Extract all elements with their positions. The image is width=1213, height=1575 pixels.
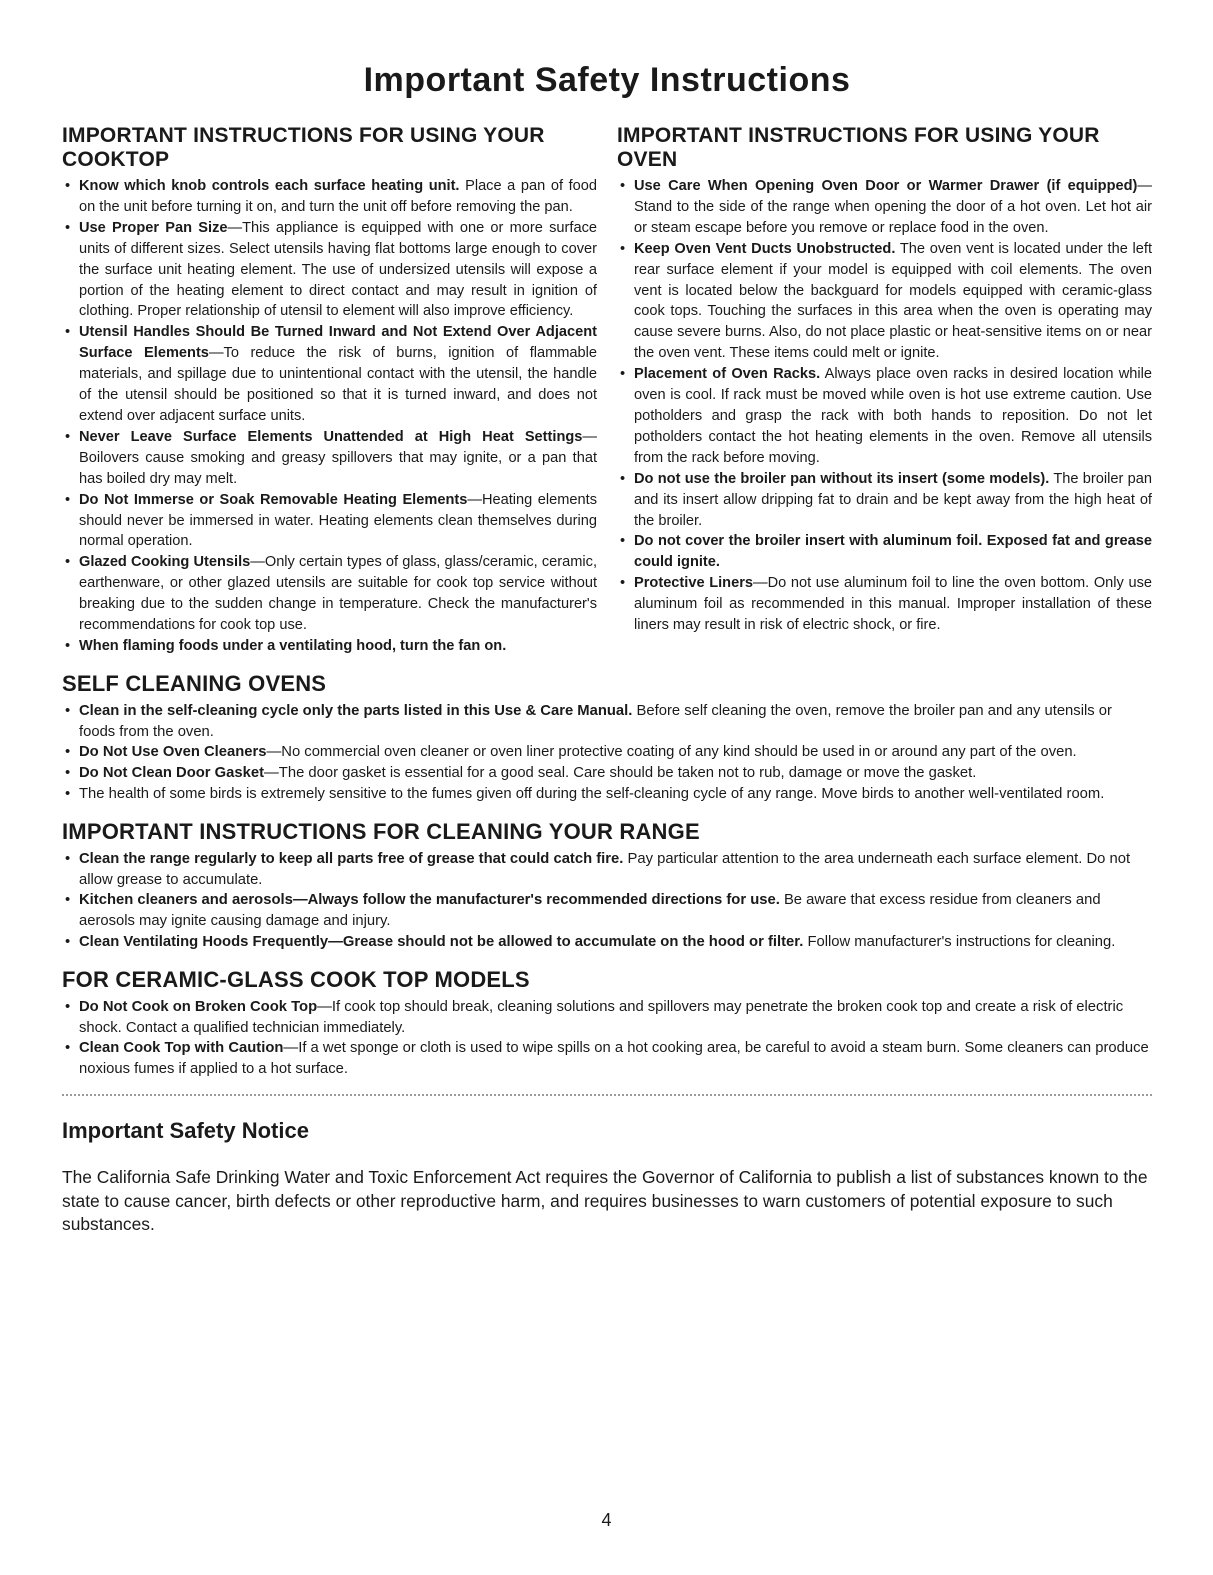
item-lead: Use Proper Pan Size [79,219,228,236]
cleaning-range-heading: IMPORTANT INSTRUCTIONS FOR CLEANING YOUR RANGE [62,818,700,844]
ceramic-glass-section [62,967,1152,1080]
item-lead: Utensil Handles Should Be Turned Inward and Not Extend Over Adjacent Surface Elements [79,324,597,362]
safety-notice [62,1118,1152,1237]
item-lead: Do Not Cook on Broken Cook Top [79,998,318,1015]
item-lead: Know which knob controls each surface heating unit. [79,178,460,194]
list-item [62,701,1152,743]
item-lead: Do not cover the broiler insert with aluminum foil. Exposed fat and grease could ignite. [634,533,1152,571]
list-item [617,573,1152,636]
item-lead: Placement of Oven Racks. [634,366,821,383]
list-item [62,849,1152,891]
list-item [62,218,597,323]
item-text: —If cook top should break, cleaning solutions and spillovers may penetrate the broken cook top and create a risk of electric shock. Contact a qualified technician immediately. [79,998,1124,1036]
item-lead: Never Leave Surface Elements Unattended at High Heat Settings [79,428,583,445]
item-text: —To reduce the risk of burns, ignition of flammable materials, and spillage due to unintentional contact with the utensil, the handle of the utensil should be positioned so that it is turned inward, and does not extend over adjacent surface units. [79,345,598,424]
item-lead: Keep Oven Vent Ducts Unobstructed. [634,240,896,257]
list-item [62,427,597,490]
list-item [62,997,1152,1039]
item-lead: Do Not Clean Door Gasket [79,765,264,782]
notice-body: The California Safe Drinking Water and Toxic Enforcement Act requires the Governor of California to publish a list of substances known to the state to cause cancer, birth defects or other reproductive harm, and requires businesses to warn customers of potential exposure to such substances. [62,1167,1148,1234]
item-lead: Kitchen cleaners and aerosols—Always follow the manufacturer's recommended directions for use. [79,892,780,909]
item-lead: Clean in the self-cleaning cycle only the parts listed in this Use & Care Manual. [79,702,633,719]
list-item [62,742,1152,763]
page-number: 4 [601,1510,612,1530]
item-text: —Heating elements should never be immersed in water. Heating elements clean themselves during normal operation. [79,491,597,550]
list-item [62,322,597,427]
cooktop-column [62,124,597,657]
notice-heading: Important Safety Notice [62,1118,309,1143]
item-text: The broiler pan and its insert allow dripping fat to drain and be kept away from the high heat of the broiler. [634,470,1152,529]
item-lead: When flaming foods under a ventilating hood, turn the fan on. [79,637,507,654]
list-item [62,552,597,636]
item-text: —The door gasket is essential for a good seal. Care should be taken not to rub, damage or move the gasket. [264,765,977,782]
item-text: Pay particular attention to the area underneath each surface element. Do not allow grease to accumulate. [79,850,1131,888]
item-text: —Only certain types of glass, glass/ceramic, ceramic, earthenware, or other glazed utensils are suitable for cook top service without breaking due to the sudden change in temperature. Check the manufacturer's recommendations for cook top use. [79,554,597,634]
page-title: Important Safety Instructions [363,61,851,99]
dotted-divider [62,1094,1152,1096]
cooktop-list [62,176,597,657]
item-text: —Do not use aluminum foil to line the oven bottom. Only use aluminum foil as recommended in this manual. Improper installation of these liners may result in risk of electric shock, or fire. [634,575,1152,634]
list-item [617,469,1152,532]
item-lead: Do Not Immerse or Soak Removable Heating Elements [79,491,468,508]
item-lead: Glazed Cooking Utensils [79,554,251,571]
list-item [617,531,1152,573]
ceramic-glass-heading: FOR CERAMIC-GLASS COOK TOP MODELS [62,966,530,992]
item-text: Follow manufacturer's instructions for cleaning. [803,934,1116,951]
list-item [62,932,1152,953]
self-cleaning-heading: SELF CLEANING OVENS [62,670,327,696]
list-item [617,176,1152,239]
cooktop-heading: IMPORTANT INSTRUCTIONS FOR USING YOUR COOKTOP [62,124,545,171]
cleaning-range-section [62,819,1152,953]
item-lead: Do not use the broiler pan without its insert (some models). [634,470,1050,487]
item-text: —No commercial oven cleaner or oven liner protective coating of any kind should be used in or around any part of the oven. [266,744,1077,761]
item-text: Before self cleaning the oven, remove the broiler pan and any utensils or foods from the oven. [79,702,1112,740]
item-text: Always place oven racks in desired location while oven is cool. If rack must be moved while oven is hot use extreme caution. Use potholders and grasp the rack with both hands to reposition. Do not let potholders contact the hot heating elements in the oven. Remove all utensils from the rack before moving. [634,366,1152,466]
item-text: —If a wet sponge or cloth is used to wipe spills on a hot cooking area, be careful to avoid a steam burn. Some cleaners can produce noxious fumes if applied to a hot surface. [79,1040,1149,1078]
list-item [62,490,597,553]
self-cleaning-section [62,671,1152,805]
oven-column [617,124,1152,657]
document-page [62,60,1152,1237]
self-cleaning-list [62,701,1152,805]
item-text: —This appliance is equipped with one or more surface units of different sizes. Select utensils having flat bottoms large enough to cover the surface unit heating element. The use of undersized utensils will expose a portion of the heating element to direct contact and may result in ignition of clothing. Proper relationship of utensil to element will also improve efficiency. [79,219,597,320]
item-lead: Clean Cook Top with Caution [79,1040,284,1057]
list-item [62,763,1152,784]
item-lead: Do Not Use Oven Cleaners [79,744,267,761]
item-text: The health of some birds is extremely sensitive to the fumes given off during the self-cleaning cycle of any range. Move birds to another well-ventilated room. [79,786,1105,803]
list-item [62,784,1152,805]
item-text: Place a pan of food on the unit before turning it on, and turn the unit off before removing the pan. [79,178,597,215]
list-item [617,239,1152,364]
item-text: —Stand to the side of the range when opening the door of a hot oven. Let hot air or steam escape before you remove or replace food in the oven. [634,178,1152,236]
item-lead: Clean the range regularly to keep all parts free of grease that could catch fire. [79,850,624,867]
oven-heading: IMPORTANT INSTRUCTIONS FOR USING YOUR OVEN [617,124,1100,171]
oven-list [617,176,1152,636]
list-item [62,1038,1152,1080]
ceramic-glass-list [62,997,1152,1080]
item-text: Be aware that excess residue from cleaners and aerosols may ignite causing damage and injury. [79,892,1101,930]
list-item [62,890,1152,932]
item-text: The oven vent is located under the left rear surface element if your model is equipped with coil elements. The oven vent is located below the backguard for models equipped with ceramic-glass cook tops. Touching the surfaces in this area when the oven is operating may cause severe burns. Also, do not place plastic or heat-sensitive items on or near the oven vent. These items could melt or ignite. [634,240,1153,362]
item-text: —Boilovers cause smoking and greasy spillovers that may ignite, or a pan that has boiled dry may melt. [79,428,597,487]
cleaning-range-list [62,849,1152,953]
two-column-section [62,124,1152,657]
item-lead: Use Care When Opening Oven Door or Warmer Drawer (if equipped) [634,178,1138,194]
list-item [617,364,1152,469]
list-item [62,636,597,657]
list-item [62,176,597,218]
item-lead: Clean Ventilating Hoods Frequently—Grease should not be allowed to accumulate on the hood or filter. [79,934,804,951]
item-lead: Protective Liners [634,575,753,592]
